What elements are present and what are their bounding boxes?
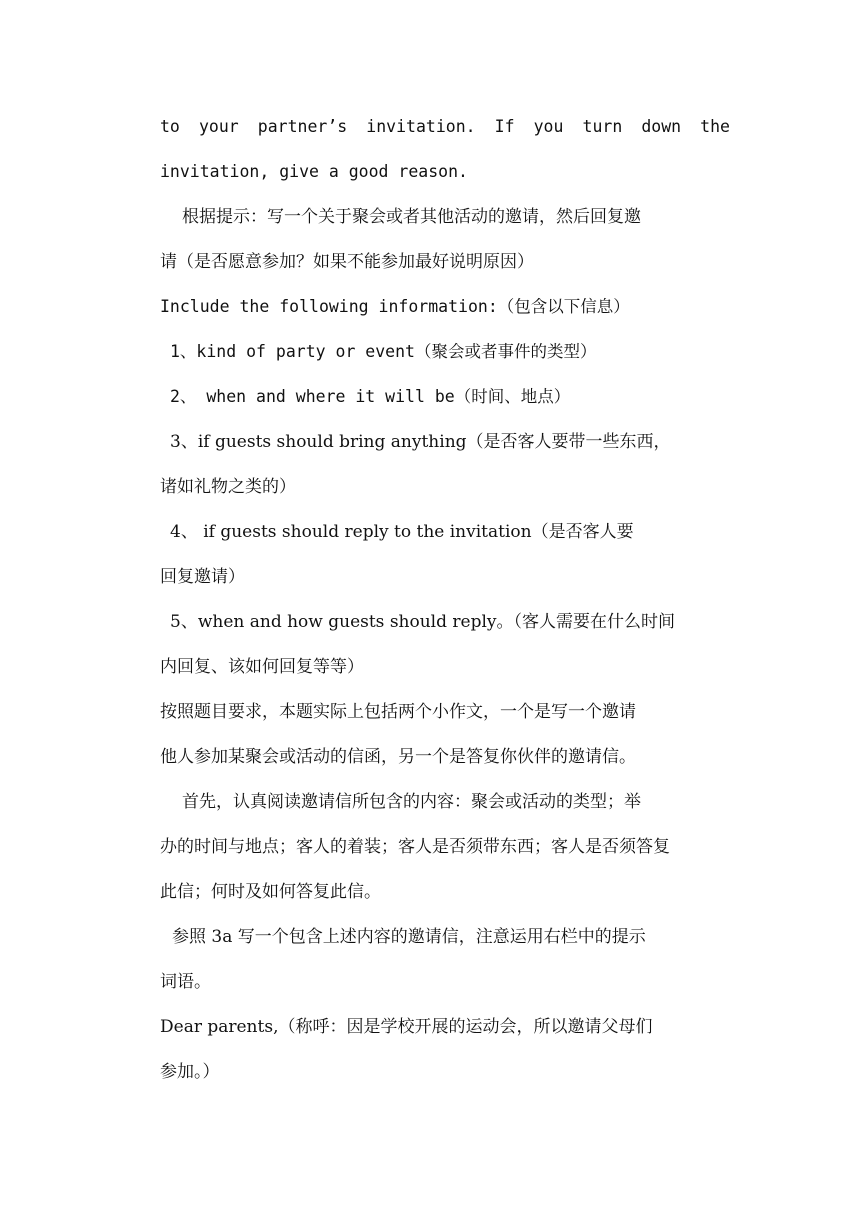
analysis-line-2: 他人参加某聚会或活动的信函，另一个是答复你伙伴的邀请信。 (160, 747, 636, 767)
first-step-line-3: 此信；何时及如何答复此信。 (160, 882, 381, 902)
info-item-1: 1、kind of party or event（聚会或者事件的类型） (170, 342, 597, 361)
analysis-line-1: 按照题目要求，本题实际上包括两个小作文，一个是写一个邀请 (160, 702, 636, 722)
info-item-4-cont: 回复邀请） (160, 567, 245, 587)
info-item-5: 5、when and how guests should reply。（客人需要在什么时间 (170, 612, 676, 632)
instruction-line-2: invitation, give a good reason. (160, 162, 468, 181)
info-item-2: 2、 when and where it will be（时间、地点） (170, 387, 571, 406)
reference-line-2: 词语。 (160, 972, 211, 992)
instruction-line-1: to your partner’s invitation. If you turn down the (160, 117, 730, 136)
info-item-3-cont: 诸如礼物之类的） (160, 477, 296, 497)
salutation-line-2: 参加。） (160, 1062, 220, 1082)
reference-line-1: 参照 3a 写一个包含上述内容的邀请信，注意运用右栏中的提示 (172, 927, 646, 947)
salutation-line-1: Dear parents,（称呼：因是学校开展的运动会，所以邀请父母们 (160, 1017, 653, 1037)
first-step-line-2: 办的时间与地点；客人的着装；客人是否须带东西；客人是否须答复 (160, 837, 670, 857)
info-item-4: 4、 if guests should reply to the invitation（是否客人要 (170, 522, 634, 542)
prompt-cn-line-1: 根据提示：写一个关于聚会或者其他活动的邀请，然后回复邀 (182, 207, 641, 227)
info-item-3: 3、if guests should bring anything（是否客人要带一些东西， (170, 432, 671, 452)
first-step-line-1: 首先，认真阅读邀请信所包含的内容：聚会或活动的类型；举 (182, 792, 641, 812)
info-heading: Include the following information:（包含以下信息） (160, 297, 630, 316)
prompt-cn-line-2: 请（是否愿意参加？如果不能参加最好说明原因） (160, 252, 534, 272)
info-item-5-cont: 内回复、该如何回复等等） (160, 657, 364, 677)
